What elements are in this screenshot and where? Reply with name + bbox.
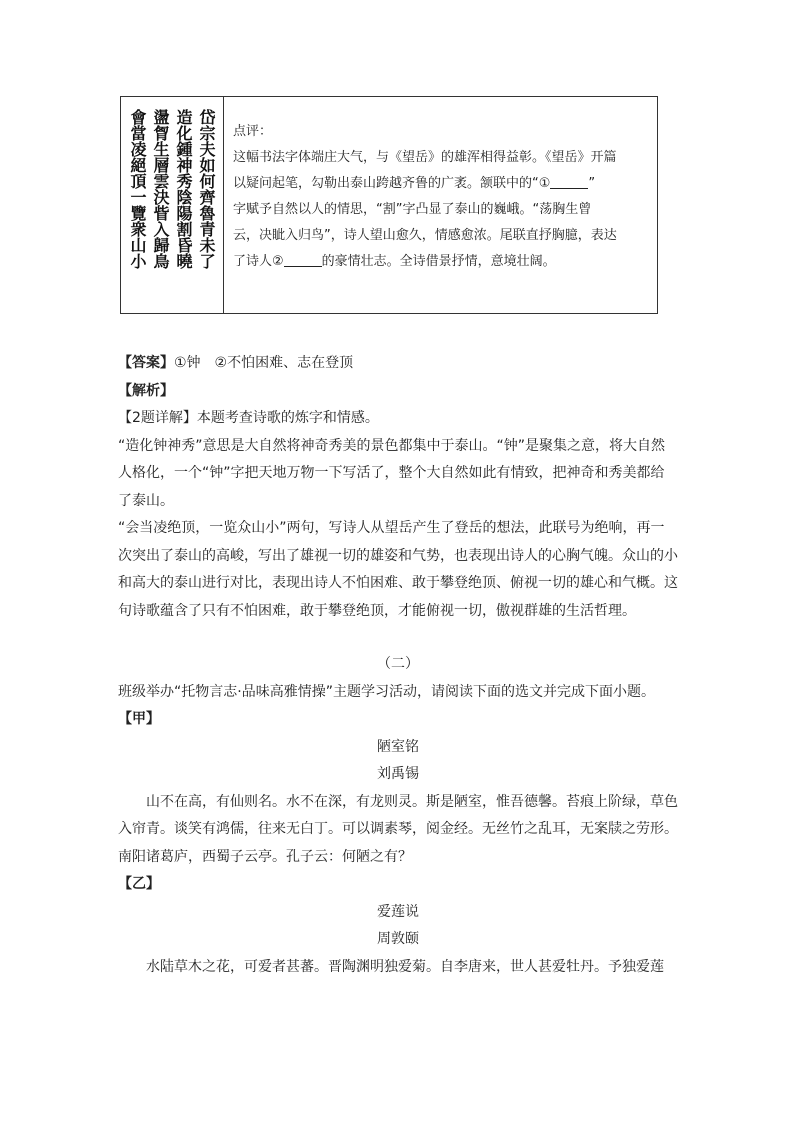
comment-line: 云，决眦入归鸟”，诗人望山愈久，情感愈浓。尾联直抒胸臆，表达 xyxy=(233,228,617,243)
comment-title: 点评： xyxy=(233,124,273,139)
text-jia-label: 【甲】 xyxy=(118,711,160,727)
detail-label: 【2题详解】 xyxy=(118,410,197,426)
comment-text: 了诗人② xyxy=(233,254,284,269)
calligraphy-table xyxy=(120,96,658,314)
text-yi-title: 爱莲说 xyxy=(377,903,419,920)
fill-blank-2[interactable] xyxy=(284,252,322,267)
analysis-detail xyxy=(118,405,678,433)
comment-text: 的豪情壮志。全诗借景抒情，意境壮阔。 xyxy=(321,254,556,269)
comment-line xyxy=(233,171,649,197)
answer-label: 【答案】 xyxy=(118,355,174,371)
answer-line xyxy=(118,350,678,378)
analysis-paragraph: “造化钟神秀”意思是大自然将神奇秀美的景色都集中于泰山。“钟”是聚集之意，将大自然人格化，一个“钟”字把天地万物一下写活了，整个大自然如此有情致，把神奇和秀美都给了泰山。 xyxy=(118,437,666,509)
text-yi-author: 周敦颐 xyxy=(377,931,419,947)
calligraphy-image xyxy=(121,97,224,313)
text-yi-body: 水陆草木之花，可爱者甚蕃。晋陶渊明独爱菊。自李唐来，世人甚爱牡丹。予独爱莲 xyxy=(146,958,664,975)
analysis-paragraph: “会当凌绝顶，一览众山小”两句，写诗人从望岳产生了登岳的想法，此联号为绝响，再一次突出了泰山的高峻，写出了雄视一切的雄姿和气势，也表现出诗人的心胸气魄。众山的小和高大的泰山进行对比，表现出诗人不怕困难、敢于攀登绝顶、俯视一切的雄心和气概。这句诗歌蕴含了只有不怕困难，敢于攀登绝顶，才能俯视一切，傲视群雄的生活哲理。 xyxy=(118,520,678,619)
comment-text: 以疑问起笔，勾勒出泰山跨越齐鲁的广袤。颔联中的“① xyxy=(233,176,551,191)
calligraphy-column: 岱宗夫如何齊魯青未了 xyxy=(197,109,216,269)
comment-text: ” xyxy=(588,176,596,191)
text-jia-body: 山不在高，有仙则名。水不在深，有龙则灵。斯是陋室，惟吾德馨。苔痕上阶绿，草色入帘青。谈笑有鸿儒，往来无白丁。可以调素琴，阅金经。无丝竹之乱耳，无案牍之劳形。南阳诸葛庐，西蜀子云亭。孔子云：何陋之有？ xyxy=(118,793,678,865)
calligraphy-column: 盪胷生層雲決眥入歸鳥 xyxy=(151,109,170,269)
answer-text: ①钟 ②不怕困难、志在登顶 xyxy=(174,355,354,371)
fill-blank-1[interactable] xyxy=(550,174,588,189)
text-yi-label: 【乙】 xyxy=(118,876,160,892)
analysis-label: 【解析】 xyxy=(118,382,174,399)
section-two xyxy=(118,651,678,981)
comment-line: 字赋予自然以人的情思，“割”字凸显了泰山的巍峨。“荡胸生曾 xyxy=(233,202,592,217)
answer-block xyxy=(118,350,678,625)
section-heading: （二） xyxy=(377,656,419,672)
detail-text: 本题考查诗歌的炼字和情感。 xyxy=(196,410,379,426)
section-intro: 班级举办“托物言志·品味高雅情操”主题学习活动，请阅读下面的选文并完成下面小题。 xyxy=(118,683,655,700)
comment-line xyxy=(233,249,649,275)
text-jia-title: 陋室铭 xyxy=(377,738,419,755)
comment-line: 这幅书法字体端庄大气，与《望岳》的雄浑相得益彰。《望岳》开篇 xyxy=(233,150,617,165)
comment-cell xyxy=(224,97,657,313)
text-jia-author: 刘禹锡 xyxy=(377,766,419,782)
calligraphy-column: 會當凌絕頂一覽衆山小 xyxy=(128,109,147,269)
calligraphy-column: 造化鍾神秀陰陽割昏曉 xyxy=(174,109,193,269)
